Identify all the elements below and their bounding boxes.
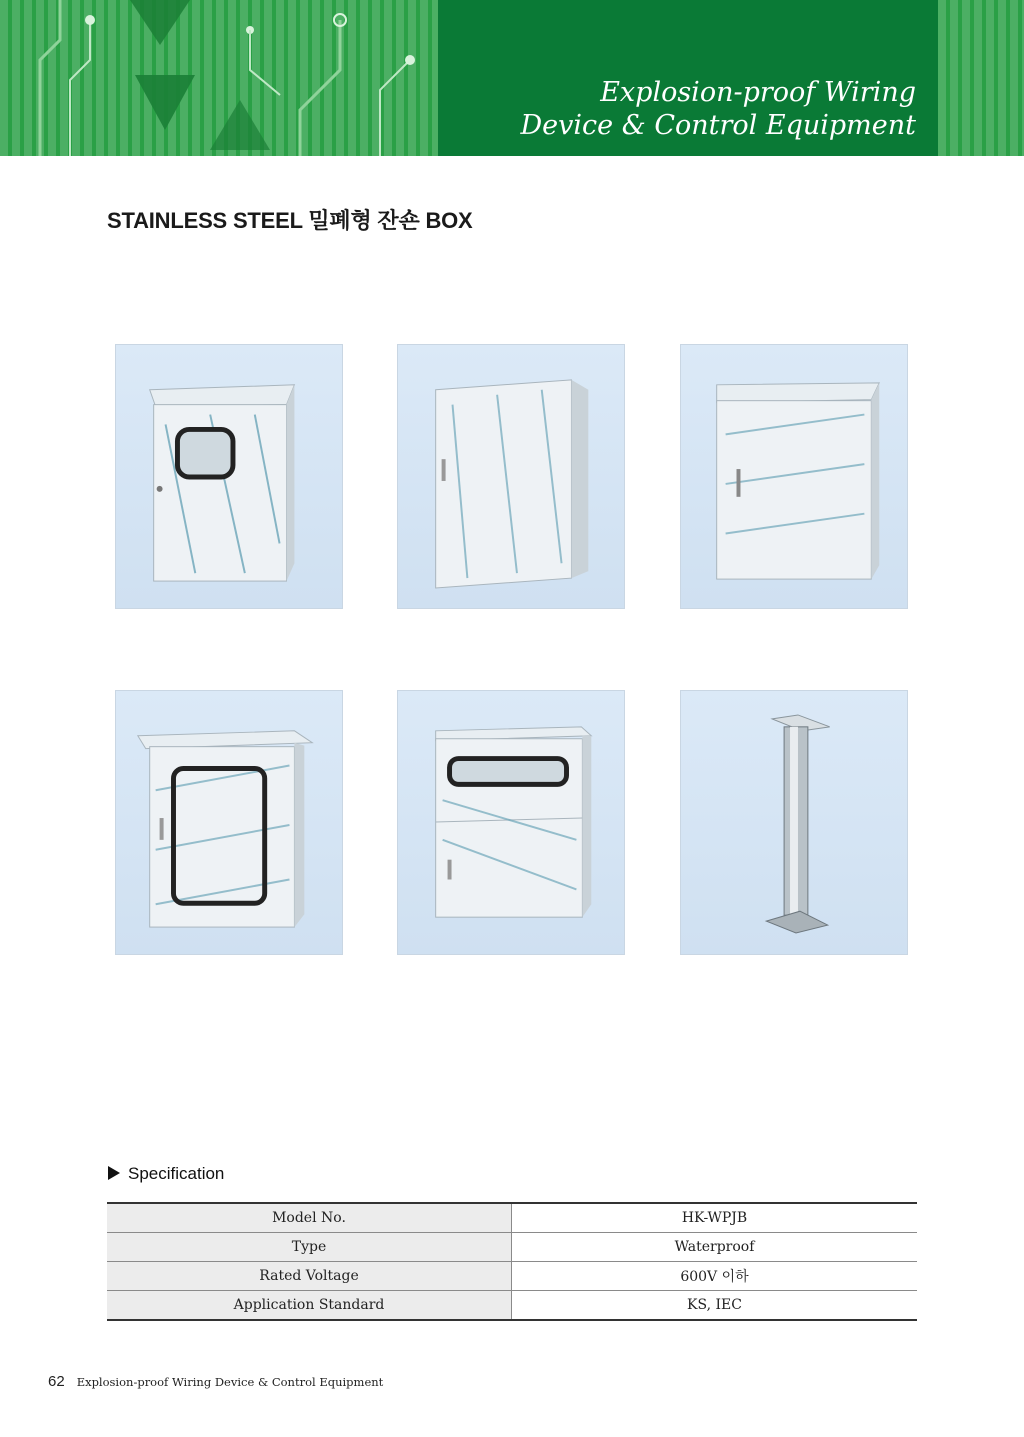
enclosure-icon xyxy=(398,345,624,608)
spec-value: HK-WPJB xyxy=(512,1203,918,1233)
product-image-box-small-window xyxy=(115,344,343,609)
spec-label: Model No. xyxy=(107,1203,512,1233)
table-row xyxy=(107,1291,917,1321)
banner-title: Explosion-proof Wiring Device & Control Equipment xyxy=(520,77,916,141)
product-image-box-tall-window xyxy=(115,690,343,955)
product-image-box-wide-window xyxy=(397,690,625,955)
product-image-mounting-stand xyxy=(680,690,908,955)
footer-text: Explosion-proof Wiring Device & Control Equipment xyxy=(76,1375,384,1389)
product-image-box-plain-door-wide xyxy=(680,344,908,609)
circuit-pattern-icon xyxy=(0,0,438,156)
spec-value: Waterproof xyxy=(512,1233,918,1262)
page-footer xyxy=(48,1373,383,1390)
table-row xyxy=(107,1233,917,1262)
enclosure-window-icon xyxy=(116,345,342,608)
spec-table xyxy=(107,1202,917,1321)
enclosure-window-icon xyxy=(398,691,624,954)
spec-label: Application Standard xyxy=(107,1291,512,1321)
spec-value: 600V 이하 xyxy=(512,1262,918,1291)
enclosure-window-icon xyxy=(116,691,342,954)
product-image-box-plain-door xyxy=(397,344,625,609)
spec-label: Type xyxy=(107,1233,512,1262)
table-row xyxy=(107,1203,917,1233)
banner-decoration-left xyxy=(0,0,438,156)
page-number: 62 xyxy=(48,1373,65,1390)
spec-value: KS, IEC xyxy=(512,1291,918,1321)
banner-decoration-right xyxy=(938,0,1024,156)
triangle-bullet-icon xyxy=(108,1166,120,1180)
table-row xyxy=(107,1262,917,1291)
section-title: STAINLESS STEEL 밀폐형 잔숀 BOX xyxy=(107,208,473,233)
mounting-stand-icon xyxy=(681,691,907,954)
spec-label: Rated Voltage xyxy=(107,1262,512,1291)
enclosure-icon xyxy=(681,345,907,608)
header-banner xyxy=(0,0,1024,156)
spec-heading: Specification xyxy=(108,1164,224,1184)
